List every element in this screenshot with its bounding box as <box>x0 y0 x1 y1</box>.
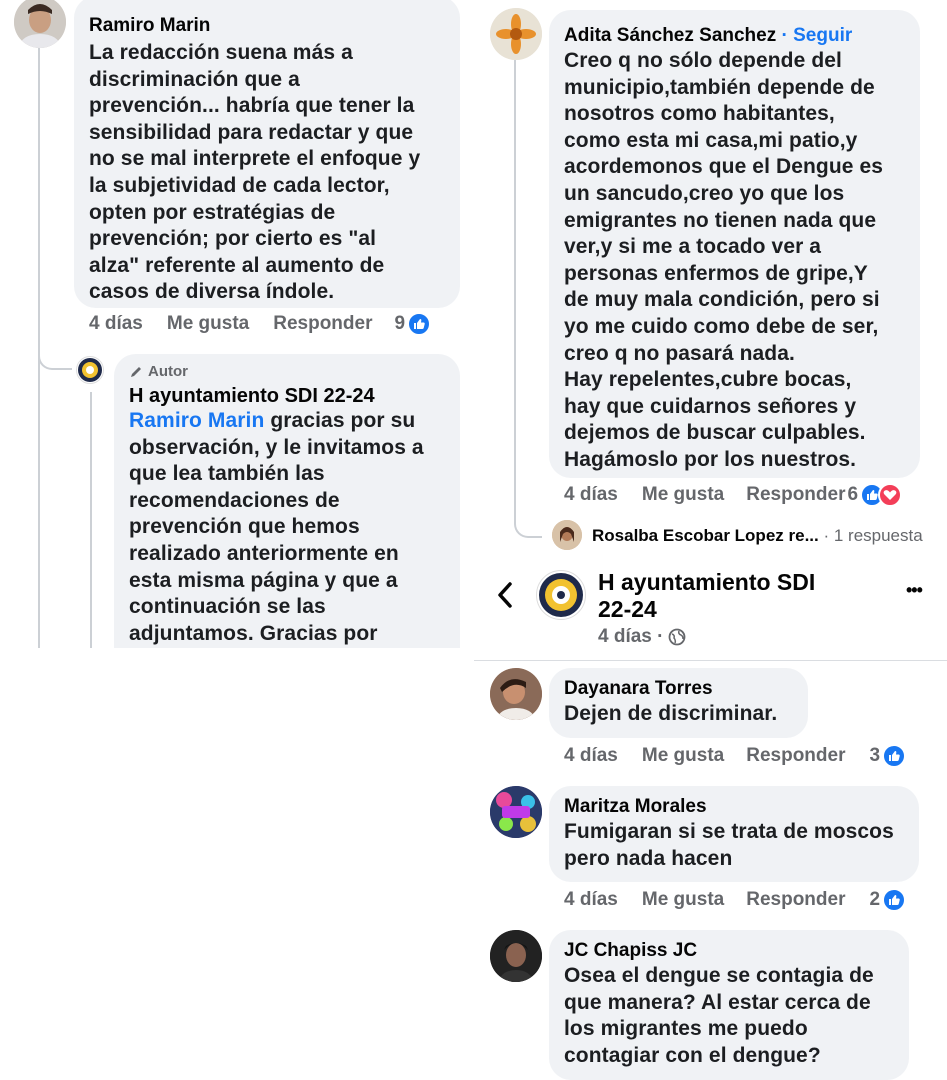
reply-author[interactable]: H ayuntamiento SDI 22-24 <box>129 385 375 407</box>
comment-actions <box>564 743 906 769</box>
comment-bubble-dayanara <box>549 668 808 738</box>
avatar-adita-sanchez[interactable] <box>490 8 542 60</box>
author-badge: Autor <box>129 362 445 382</box>
mention-link[interactable]: Ramiro Marin <box>129 409 265 432</box>
like-button[interactable]: Me gusta <box>166 313 250 334</box>
comment-text: Osea el dengue se contagia de que manera? Al estar cerca de los migrantes me puedo contagiar con el dengue? <box>564 964 874 1067</box>
thread-connector <box>38 340 72 370</box>
like-button[interactable]: Me gusta <box>641 745 725 766</box>
reply-button[interactable]: Responder <box>746 745 846 766</box>
comment-time[interactable]: 4 días <box>89 313 143 334</box>
person-photo-icon <box>14 0 66 48</box>
pencil-icon <box>129 365 143 379</box>
right-bottom-panel <box>474 560 947 1080</box>
comment-author: Adita Sánchez Sanchez · Seguir <box>564 25 853 46</box>
comment-bubble-jc-chapiss <box>549 930 909 1080</box>
comment-author[interactable]: Ramiro Marin <box>89 15 211 36</box>
follow-button[interactable]: · Seguir <box>776 25 853 46</box>
avatar-ayuntamiento[interactable] <box>76 356 104 384</box>
comment-time[interactable]: 4 días <box>564 484 618 505</box>
more-icon[interactable]: ••• <box>906 580 922 600</box>
page-avatar[interactable] <box>536 570 586 620</box>
seal-logo-icon <box>537 571 585 619</box>
comment-author[interactable]: Dayanara Torres <box>564 678 713 699</box>
reaction-count[interactable]: 2 <box>869 889 881 910</box>
reaction-count[interactable]: 3 <box>869 745 881 766</box>
person-photo-icon <box>552 520 582 550</box>
avatar-rosalba[interactable] <box>552 520 582 550</box>
avatar-maritza[interactable] <box>490 786 542 838</box>
like-icon <box>882 888 906 912</box>
like-icon <box>407 312 431 336</box>
reply-button[interactable]: Responder <box>273 313 373 334</box>
love-icon <box>878 483 902 507</box>
reaction-count[interactable]: 9 <box>394 313 406 334</box>
reaction-count[interactable]: 6 <box>847 484 859 505</box>
comment-actions <box>89 311 431 337</box>
reply-text: Ramiro Marin gracias por su observación, y le invitamos a que lea también las recomendaciones de prevención que hemos realizado anteriormente en esta misma página y que a continuación se las adjuntamos. Gracias por <box>129 409 424 645</box>
like-button[interactable]: Me gusta <box>641 889 725 910</box>
reply-preview[interactable]: Rosalba Escobar Lopez re... · 1 respuesta <box>592 526 923 545</box>
comment-time[interactable]: 4 días <box>564 745 618 766</box>
person-photo-icon <box>490 930 542 982</box>
comment-actions <box>564 482 902 508</box>
comment-author[interactable]: JC Chapiss JC <box>564 940 698 961</box>
comment-bubble-ramiro <box>74 0 460 308</box>
person-photo-icon <box>490 668 542 720</box>
post-time: 4 días · <box>598 626 686 648</box>
like-icon <box>882 744 906 768</box>
comment-text: Dejen de discriminar. <box>564 702 778 725</box>
comment-actions <box>564 887 906 913</box>
page-title[interactable]: H ayuntamiento SDI 22-24 <box>598 569 816 622</box>
right-top-panel <box>474 0 947 560</box>
reply-button[interactable]: Responder <box>746 889 846 910</box>
avatar-ramiro-marin[interactable] <box>14 0 66 48</box>
comment-text: La redacción suena más a discriminación que a prevención... habría que tener la sensibilidad para redactar y que no se mal interprete el enfoque y la subjetividad de cada lector, opten por estratégias de prevención; por cierto es "al alza" referente al aumento de casos de diversa índole. <box>89 41 421 304</box>
comment-author[interactable]: Maritza Morales <box>564 796 707 817</box>
globe-icon <box>668 628 686 646</box>
comment-time[interactable]: 4 días <box>564 889 618 910</box>
avatar-jc-chapiss[interactable] <box>490 930 542 982</box>
comment-bubble-adita <box>549 10 920 478</box>
comment-text: Fumigaran si se trata de moscos pero nada hacen <box>564 820 894 870</box>
back-arrow-icon[interactable] <box>494 580 518 610</box>
comment-bubble-maritza <box>549 786 919 882</box>
header-divider <box>474 660 947 661</box>
left-comments-panel <box>0 0 474 648</box>
colorful-logo-icon <box>490 786 542 838</box>
seal-logo-icon <box>77 357 103 383</box>
like-button[interactable]: Me gusta <box>641 484 725 505</box>
avatar-dayanara[interactable] <box>490 668 542 720</box>
flower-photo-icon <box>490 8 542 60</box>
thread-line <box>514 60 542 538</box>
reply-bubble-ayuntamiento <box>114 354 460 648</box>
comment-text: Creo q no sólo depende del municipio,también depende de nosotros como habitantes, como esta mi casa,mi patio,y acordemonos que el Dengue es un sancudo,creo yo que los emigrantes no tienen nada que ver,y si me a tocado ver a personas enfermos de gripe,Y de muy mala condición, pero si yo me cuido como debe de ser, creo q no pasará nada. Hay repelentes,cubre bocas, hay que cuidarnos señores y dejemos de buscar culpables. Hagámoslo por los nuestros. <box>564 49 884 471</box>
reply-button[interactable]: Responder <box>746 484 846 505</box>
reply-thread-line <box>90 392 92 648</box>
